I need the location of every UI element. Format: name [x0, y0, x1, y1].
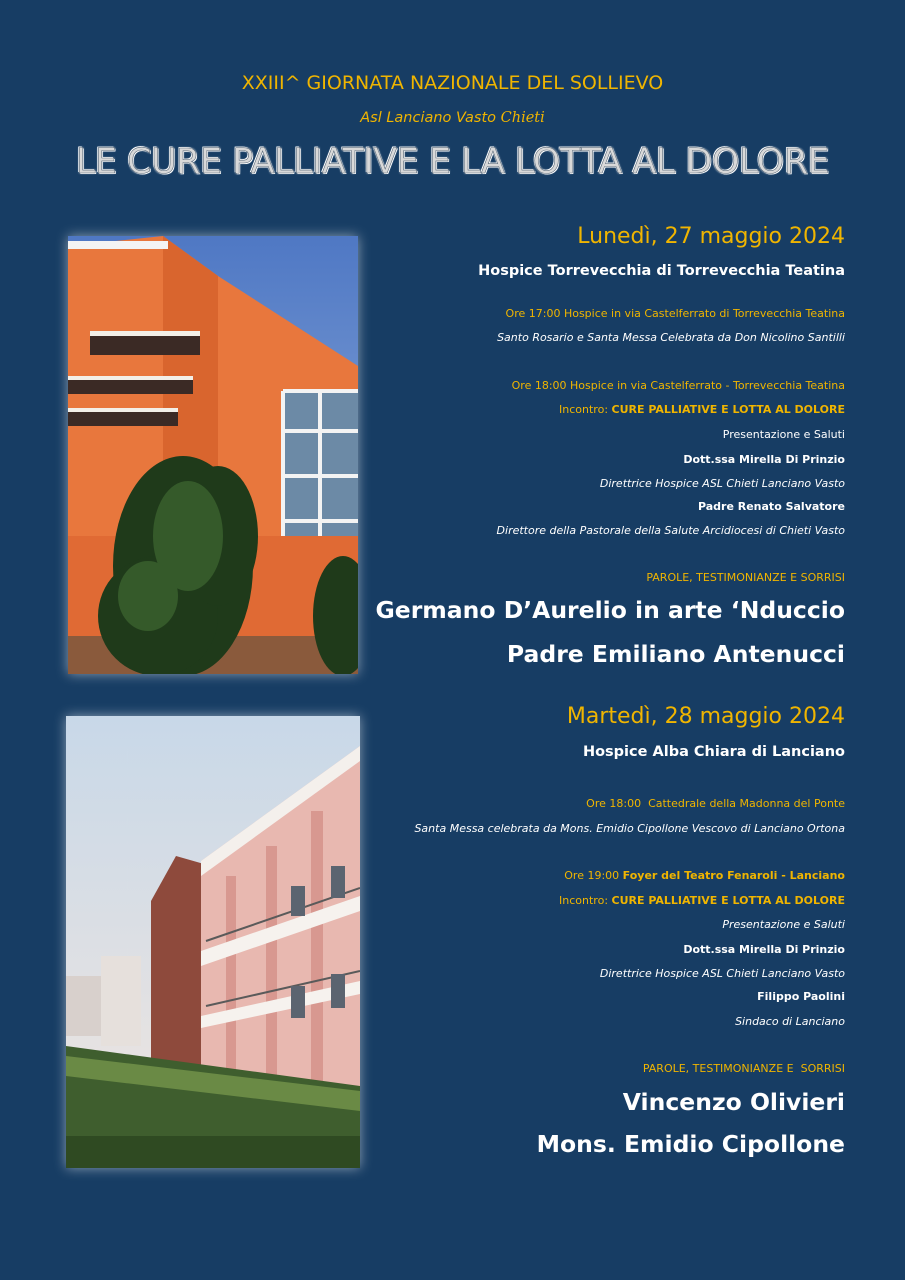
day1-event1-time: Ore 17:00 Hospice in via Castelferrato di Torrevecchia Teatina	[505, 307, 845, 320]
day1-guest1: Germano D’Aurelio in arte ‘Nduccio	[375, 596, 845, 624]
day2-incontro-title: CURE PALLIATIVE E LOTTA AL DOLORE	[611, 894, 845, 907]
day1-presentazione: Presentazione e Saluti	[722, 428, 845, 441]
day1-event2-incontro	[559, 403, 845, 416]
organizer-name: Asl Lanciano Vasto	[360, 110, 497, 126]
day1-date: Lunedì, 27 maggio 2024	[577, 224, 845, 249]
organizer-line	[0, 110, 905, 126]
day1-speaker1-name: Dott.ssa Mirella Di Prinzio	[683, 453, 845, 466]
poster-title: LE CURE PALLIATIVE E LA LOTTA AL DOLORE	[75, 142, 830, 182]
day2-speaker1-role: Direttrice Hospice ASL Chieti Lanciano Vasto	[599, 967, 845, 980]
day2-guest2: Mons. Emidio Cipollone	[536, 1130, 845, 1158]
event-edition-title: XXIII^ GIORNATA NAZIONALE DEL SOLLIEVO	[241, 72, 664, 94]
day2-incontro-label: Incontro:	[559, 894, 612, 907]
day2-event2-incontro	[559, 894, 845, 907]
day1-event1-description: Santo Rosario e Santa Messa Celebrata da Don Nicolino Santilli	[497, 331, 845, 344]
day2-event2-time-label: Ore 19:00	[564, 869, 623, 882]
day2-date: Martedì, 28 maggio 2024	[566, 704, 845, 729]
day2-speaker2-name: Filippo Paolini	[757, 990, 845, 1003]
day1-incontro-label: Incontro:	[559, 403, 612, 416]
day2-event2-place: Foyer del Teatro Fenaroli - Lanciano	[622, 869, 845, 882]
day1-speaker2-role: Direttore della Pastorale della Salute Arcidiocesi di Chieti Vasto	[496, 524, 845, 537]
day2-presentazione: Presentazione e Saluti	[722, 918, 845, 931]
day1-speaker1-role: Direttrice Hospice ASL Chieti Lanciano Vasto	[599, 477, 845, 490]
hospice-torrevecchia-photo	[68, 236, 358, 674]
day2-event1-time: Ore 18:00 Cattedrale della Madonna del Ponte	[586, 797, 845, 810]
day2-speaker1-name: Dott.ssa Mirella Di Prinzio	[683, 943, 845, 956]
organizer-city: Chieti	[500, 110, 545, 126]
day2-venue: Hospice Alba Chiara di Lanciano	[582, 744, 845, 760]
day2-parole-heading: PAROLE, TESTIMONIANZE E SORRISI	[642, 1062, 845, 1075]
day2-guest1: Vincenzo Olivieri	[622, 1088, 845, 1116]
day1-parole-heading: PAROLE, TESTIMONIANZE E SORRISI	[646, 571, 845, 584]
day1-event2-time: Ore 18:00 Hospice in via Castelferrato - Torrevecchia Teatina	[511, 379, 845, 392]
day1-speaker2-name: Padre Renato Salvatore	[697, 500, 845, 513]
day2-event1-description: Santa Messa celebrata da Mons. Emidio Cipollone Vescovo di Lanciano Ortona	[414, 822, 845, 835]
hospice-alba-chiara-photo	[66, 716, 360, 1168]
day1-guest2: Padre Emiliano Antenucci	[506, 640, 845, 668]
day1-venue: Hospice Torrevecchia di Torrevecchia Teatina	[478, 263, 845, 279]
day1-incontro-title: CURE PALLIATIVE E LOTTA AL DOLORE	[611, 403, 845, 416]
day2-event2-time	[564, 869, 845, 882]
day2-speaker2-role: Sindaco di Lanciano	[735, 1015, 845, 1028]
